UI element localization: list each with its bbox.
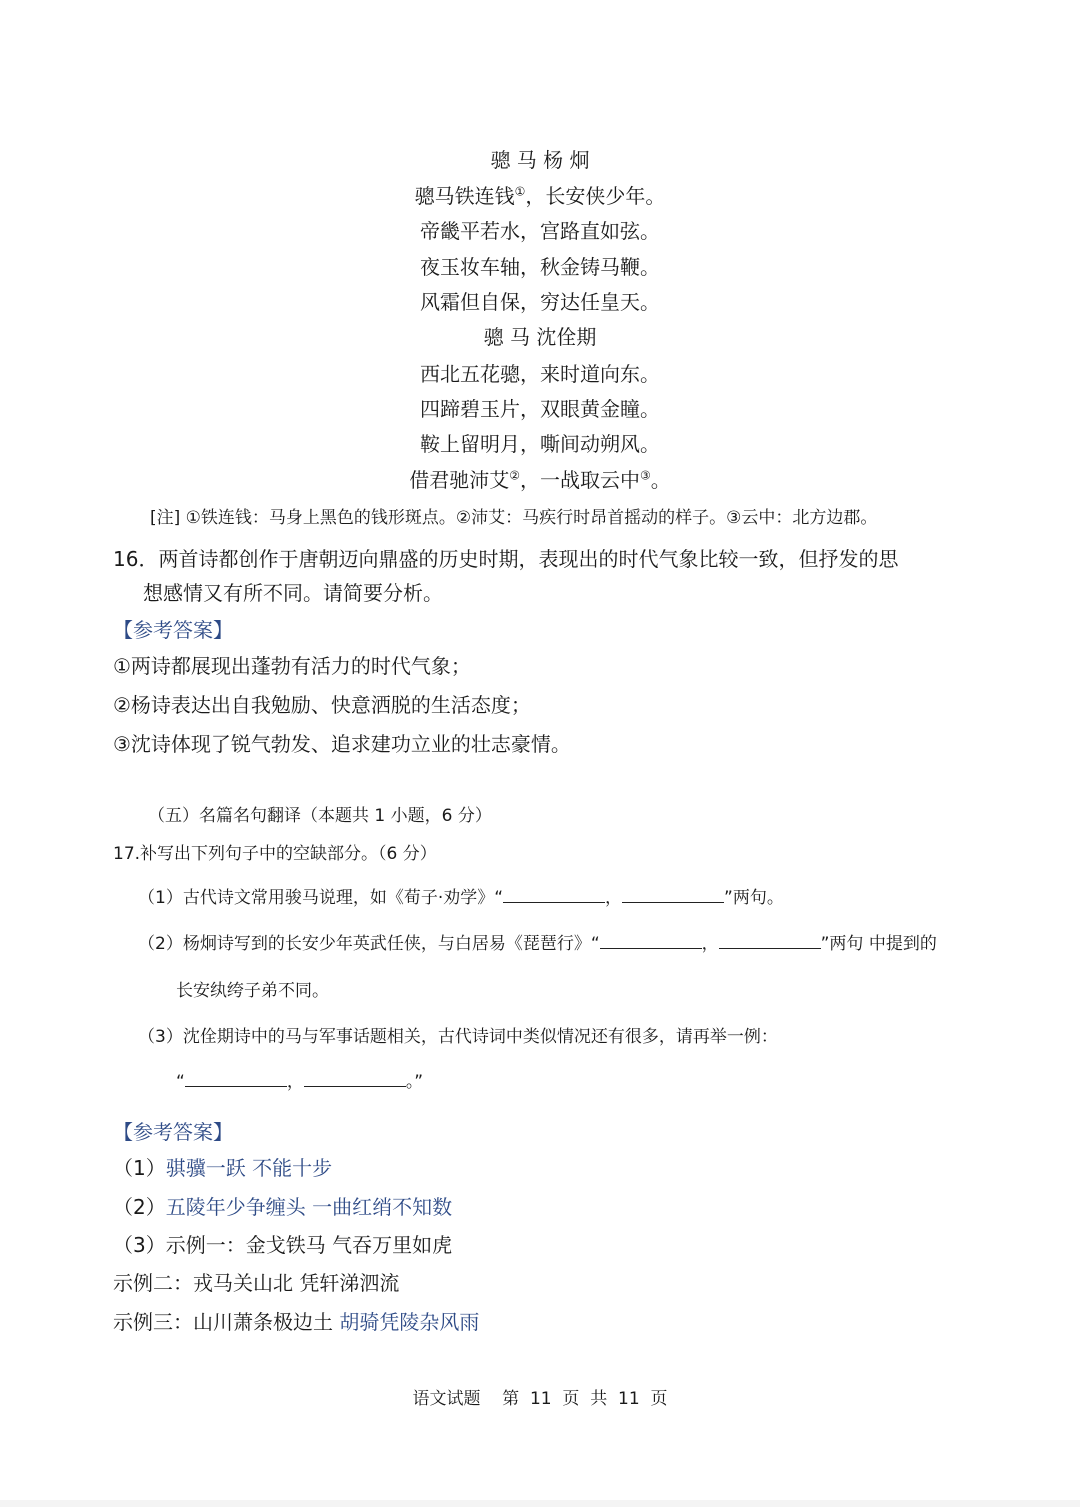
bottom-divider <box>0 1500 1080 1507</box>
question-16 <box>113 542 993 610</box>
q16-answer-2: ②杨诗表达出自我勉励、快意洒脱的生活态度； <box>113 693 531 717</box>
footnote-marker-1: ① <box>514 184 526 199</box>
blank-1a[interactable] <box>503 884 605 903</box>
question-16-line-1: 16．两首诗都创作于唐朝迈向鼎盛的历史时期，表现出的时代气象比较一致，但抒发的思 <box>113 547 899 571</box>
poem1-title: 骢 马 杨 炯 <box>490 148 590 172</box>
q17-answer-1: （1）骐骥一跃 不能十步 <box>113 1156 333 1180</box>
question-17-item-3-blanks: “ ， 。” <box>176 1068 423 1095</box>
blank-2a[interactable] <box>600 930 702 949</box>
poem2-line-1: 西北五花骢，来时道向东。 <box>420 362 660 386</box>
poem2-line-3: 鞍上留明月，嘶间动朔风。 <box>420 432 660 456</box>
answer-heading-17: 【参考答案】 <box>113 1120 233 1144</box>
question-17-stem: 17.补写出下列句子中的空缺部分。（6 分） <box>113 844 437 864</box>
poem-note: [注] ①铁连钱：马身上黑色的钱形斑点。②沛艾：马疾行时昂首摇动的样子。③云中：北方边郡。 <box>150 508 878 528</box>
footnote-marker-2: ② <box>509 468 520 483</box>
blank-2b[interactable] <box>719 930 821 949</box>
footnote-marker-3: ③ <box>640 468 651 483</box>
question-17-item-2: （2）杨炯诗写到的长安少年英武任侠，与白居易《琵琶行》“ ， ”两句 中提到的 <box>138 930 937 957</box>
poem1-line-1: 骢马铁连钱①，长安侠少年。 <box>414 184 666 208</box>
question-17-item-2-cont: 长安纨绔子弟不同。 <box>176 981 329 1001</box>
blank-1b[interactable] <box>622 884 724 903</box>
q17-answer-4: 示例二：戎马关山北 凭轩涕泗流 <box>113 1271 400 1295</box>
q16-answer-3: ③沈诗体现了锐气勃发、追求建功立业的壮志豪情。 <box>113 732 571 756</box>
blank-3a[interactable] <box>185 1068 287 1087</box>
poem1-line-3: 夜玉妆车轴，秋金铸马鞭。 <box>420 255 660 279</box>
q17-answer-3: （3）示例一：金戈铁马 气吞万里如虎 <box>113 1233 453 1257</box>
q17-answer-2: （2）五陵年少争缠头 一曲红绡不知数 <box>113 1195 453 1219</box>
poem2-title: 骢 马 沈佺期 <box>483 325 597 349</box>
poem1-line-2: 帝畿平若水，宫路直如弦。 <box>420 219 660 243</box>
answer-heading-16: 【参考答案】 <box>113 618 233 642</box>
page-footer: 语文试题 第 11 页 共 11 页 <box>412 1389 668 1409</box>
poem1-line-4: 风霜但自保，穷达任皇天。 <box>420 290 660 314</box>
question-17-item-3: （3）沈佺期诗中的马与军事话题相关，古代诗词中类似情况还有很多，请再举一例： <box>138 1027 778 1047</box>
blank-3b[interactable] <box>304 1068 406 1087</box>
section-5-heading: （五）名篇名句翻译（本题共 1 小题，6 分） <box>148 806 492 826</box>
question-16-line-2: 想感情又有所不同。请简要分析。 <box>143 581 443 605</box>
q16-answer-1: ①两诗都展现出蓬勃有活力的时代气象； <box>113 654 471 678</box>
poem2-line-2: 四蹄碧玉片，双眼黄金瞳。 <box>420 397 660 421</box>
question-17-item-1: （1）古代诗文常用骏马说理，如《荀子·劝学》“ ， ”两句。 <box>138 884 784 911</box>
poem2-line-4: 借君驰沛艾②，一战取云中③。 <box>409 468 671 492</box>
q17-answer-5: 示例三：山川萧条极边土 胡骑凭陵杂风雨 <box>113 1310 480 1334</box>
